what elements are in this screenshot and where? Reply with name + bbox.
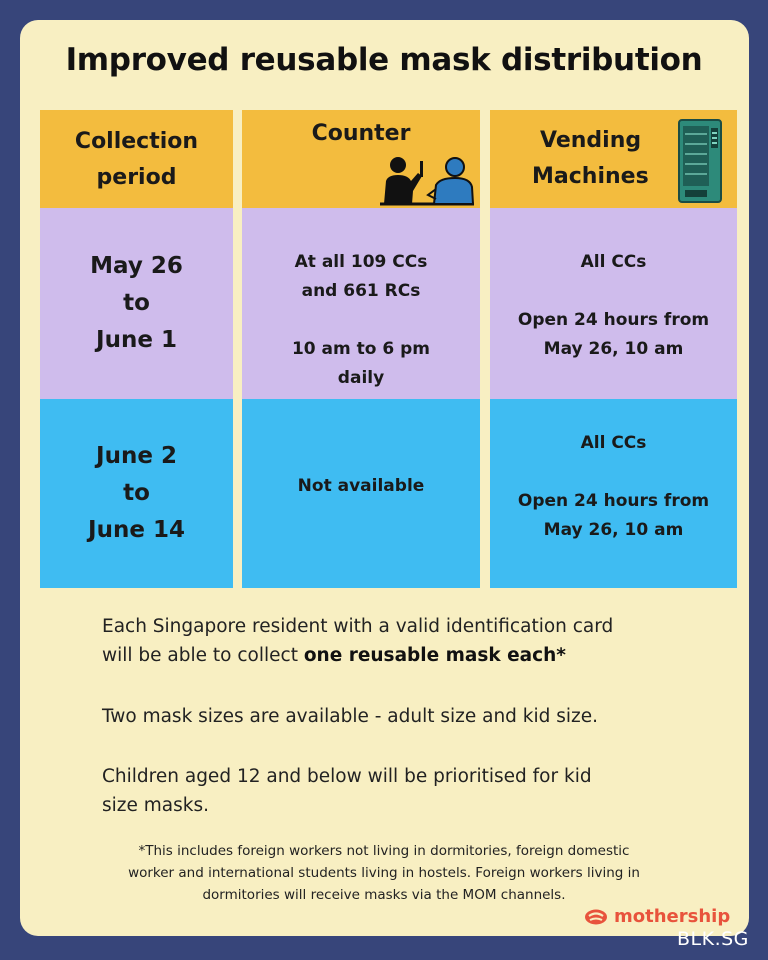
footnote-line3: dormitories will receive masks via the MOM channels. xyxy=(202,887,566,903)
page-title: Improved reusable mask distribution xyxy=(65,42,703,78)
row2-period xyxy=(40,399,233,588)
footnote-line2: worker and international students living in hostels. Foreign workers living in xyxy=(128,865,640,881)
footnote-line1: *This includes foreign workers not living in dormitories, foreign domestic xyxy=(138,843,630,859)
row2-vending-line3: Open 24 hours from xyxy=(517,491,710,511)
paragraph-eligibility xyxy=(102,612,702,670)
logo-text: mothership xyxy=(614,906,731,927)
row2-period-start: June 2 xyxy=(96,443,177,469)
paragraph-sizes xyxy=(102,702,702,731)
header-collection-period xyxy=(40,110,233,208)
row1-vending-line4: May 26, 10 am xyxy=(543,339,684,359)
sizes-line: Two mask sizes are available - adult size and kid size. xyxy=(102,706,599,727)
eligibility-line2 xyxy=(102,641,702,670)
eligibility-line1: Each Singapore resident with a valid identification card xyxy=(102,616,614,637)
header-vending-line1: Vending xyxy=(540,128,642,153)
vending-machine-icon xyxy=(677,118,723,204)
row2-counter-line1: Not available xyxy=(297,476,425,496)
header-vending-line2: Machines xyxy=(532,164,649,189)
header-counter-label: Counter xyxy=(311,121,411,146)
row1-period-start: May 26 xyxy=(90,253,183,279)
children-line2: size masks. xyxy=(102,795,209,816)
row1-period-end: June 1 xyxy=(96,327,177,353)
watermark: BLK.SG xyxy=(677,928,749,950)
eligibility-line2-text: will be able to collect xyxy=(102,645,304,666)
header-collection-line1: Collection xyxy=(74,129,199,154)
counter-service-icon xyxy=(378,155,476,207)
row1-counter-line2: and 661 RCs xyxy=(301,281,421,301)
row1-counter-line4: 10 am to 6 pm xyxy=(291,339,431,359)
row2-vending-line1: All CCs xyxy=(580,433,647,453)
mothership-logo-icon xyxy=(584,908,608,926)
row1-vending xyxy=(490,208,737,399)
row2-vending-line4: May 26, 10 am xyxy=(543,520,684,540)
row1-period-to: to xyxy=(123,290,150,316)
children-line1: Children aged 12 and below will be prioritised for kid xyxy=(102,766,592,787)
row2-period-to: to xyxy=(123,480,150,506)
header-collection-line2: period xyxy=(96,165,177,190)
eligibility-line2-bold: one reusable mask each* xyxy=(303,645,566,666)
row1-vending-line3: Open 24 hours from xyxy=(517,310,710,330)
row1-counter xyxy=(242,208,480,399)
footnote xyxy=(80,840,688,906)
row1-vending-line1: All CCs xyxy=(580,252,647,272)
row1-counter-line5: daily xyxy=(337,368,385,388)
row2-counter xyxy=(242,399,480,588)
row1-counter-line1: At all 109 CCs xyxy=(294,252,428,272)
mothership-logo xyxy=(584,906,730,927)
paragraph-children xyxy=(102,762,702,820)
row2-period-end: June 14 xyxy=(88,517,185,543)
row2-vending xyxy=(490,399,737,588)
row1-period xyxy=(40,208,233,399)
